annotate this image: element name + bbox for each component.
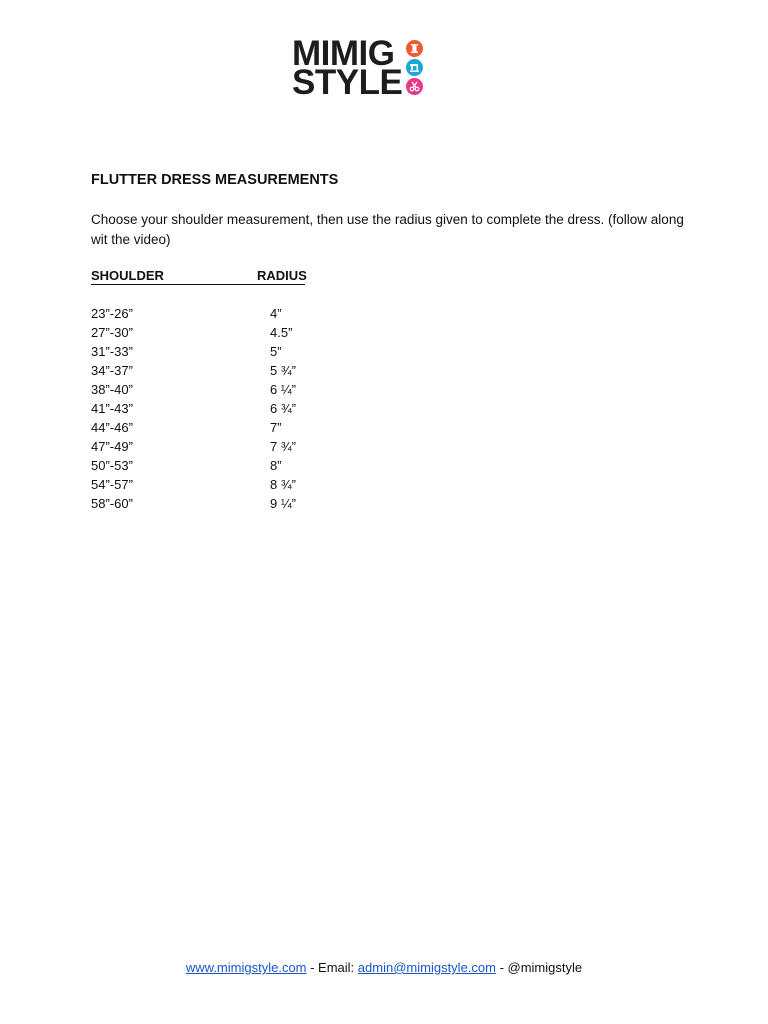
- radius-cell: 6 ¾”: [270, 401, 297, 416]
- table-row: [91, 420, 351, 439]
- table-row: [91, 458, 351, 477]
- radius-cell: 7 ¾”: [270, 439, 297, 454]
- header-shoulder: SHOULDER: [91, 268, 164, 283]
- radius-cell: 8 ¾”: [270, 477, 297, 492]
- shoulder-cell: 58”-60”: [91, 496, 133, 511]
- radius-cell: 9 ¼”: [270, 496, 297, 511]
- shoulder-cell: 23”-26”: [91, 306, 133, 321]
- email-label: - Email:: [306, 960, 358, 975]
- shoulder-cell: 54”-57”: [91, 477, 133, 492]
- radius-cell: 4”: [270, 306, 282, 321]
- table-row: [91, 439, 351, 458]
- page-footer: [0, 960, 768, 975]
- scissors-icon: [406, 78, 423, 95]
- header-underline: [91, 284, 305, 285]
- thread-spool-icon: [406, 40, 423, 57]
- radius-cell: 5 ¾”: [270, 363, 297, 378]
- sewing-machine-icon: [406, 59, 423, 76]
- table-row: [91, 401, 351, 420]
- table-row: [91, 344, 351, 363]
- table-row: [91, 363, 351, 382]
- shoulder-cell: 38”-40”: [91, 382, 133, 397]
- table-row: [91, 306, 351, 325]
- radius-cell: 5”: [270, 344, 282, 359]
- social-handle: - @mimigstyle: [495, 960, 583, 975]
- page-title: FLUTTER DRESS MEASUREMENTS: [91, 172, 339, 188]
- shoulder-cell: 27”-30”: [91, 325, 133, 340]
- radius-cell: 7”: [270, 420, 282, 435]
- table-row: [91, 382, 351, 401]
- shoulder-cell: 31”-33”: [91, 344, 133, 359]
- shoulder-cell: 44”-46”: [91, 420, 133, 435]
- website-link[interactable]: www.mimigstyle.com: [185, 960, 307, 975]
- table-header: [91, 268, 305, 286]
- table-row: [91, 325, 351, 344]
- radius-cell: 6 ¼”: [270, 382, 297, 397]
- shoulder-cell: 50”-53”: [91, 458, 133, 473]
- radius-cell: 4.5”: [270, 325, 293, 340]
- logo-badges: [406, 40, 424, 96]
- logo-line-2: STYLE: [292, 63, 403, 102]
- table-row: [91, 477, 351, 496]
- logo-text-mimig: MIMIG: [292, 34, 395, 73]
- shoulder-cell: 41”-43”: [91, 401, 133, 416]
- shoulder-cell: 47”-49”: [91, 439, 133, 454]
- mimig-style-logo: [292, 34, 432, 102]
- measurement-table: [91, 306, 351, 515]
- shoulder-cell: 34”-37”: [91, 363, 133, 378]
- intro-paragraph: Choose your shoulder measurement, then use the radius given to complete the dress. (follow along wit the video): [91, 212, 684, 247]
- header-radius: RADIUS: [257, 268, 307, 283]
- table-row: [91, 496, 351, 515]
- email-link[interactable]: admin@mimigstyle.com: [357, 960, 496, 975]
- radius-cell: 8”: [270, 458, 282, 473]
